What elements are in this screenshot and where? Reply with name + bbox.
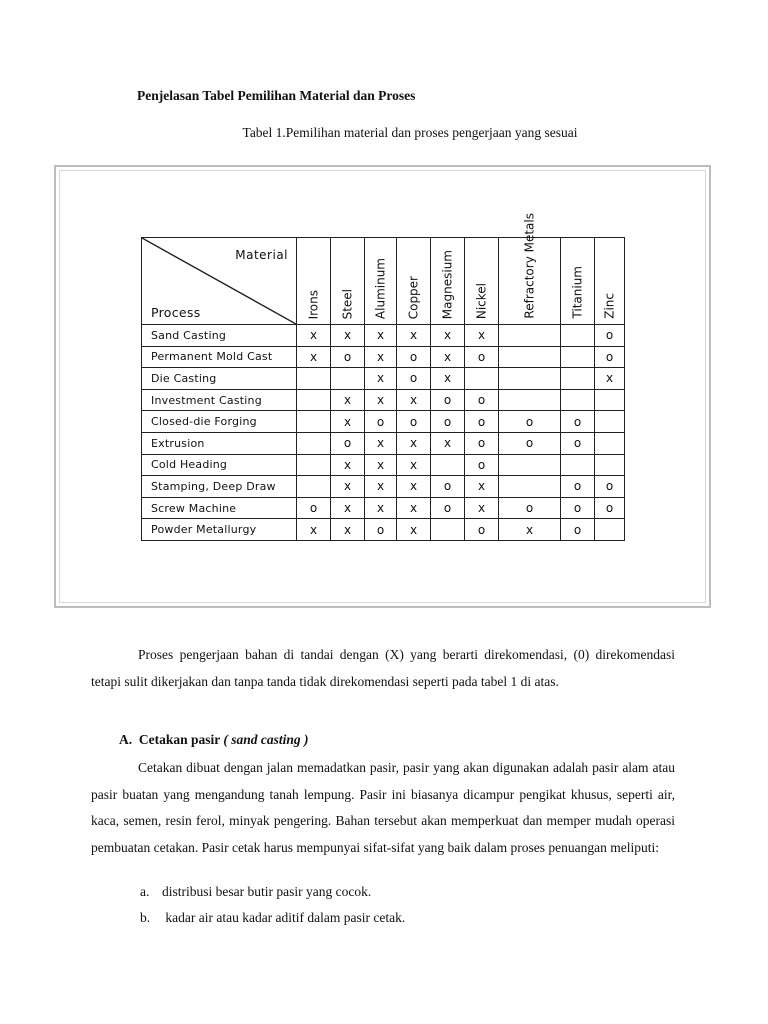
table-cell (595, 519, 625, 541)
table-cell (297, 389, 331, 411)
table-cell (431, 519, 465, 541)
table-cell: o (431, 411, 465, 433)
process-name-cell: Sand Casting (142, 325, 297, 347)
table-cell: x (297, 346, 331, 368)
table-cell (499, 325, 561, 347)
table-cell: x (365, 368, 397, 390)
material-header-label: Refractory Metals (522, 213, 537, 319)
table-cell: x (465, 497, 499, 519)
process-name-cell: Stamping, Deep Draw (142, 476, 297, 498)
material-header-label: Magnesium (440, 249, 455, 319)
table-cell: o (465, 411, 499, 433)
table-cell: o (431, 389, 465, 411)
table-corner-cell (142, 238, 297, 325)
table-cell: o (561, 411, 595, 433)
list-item (140, 884, 371, 900)
table-cell: o (365, 519, 397, 541)
table-cell: x (431, 325, 465, 347)
material-header-cell (365, 238, 397, 325)
table-cell (465, 368, 499, 390)
material-header-cell (465, 238, 499, 325)
table-cell: o (465, 454, 499, 476)
table-cell (561, 389, 595, 411)
table-cell: x (465, 325, 499, 347)
table-cell: o (561, 476, 595, 498)
material-header-label: Titanium (570, 266, 585, 319)
table-cell: o (561, 497, 595, 519)
table-cell: x (397, 476, 431, 498)
table-cell: o (465, 389, 499, 411)
table-cell: o (465, 346, 499, 368)
table-cell: x (397, 454, 431, 476)
table-cell (297, 454, 331, 476)
table-cell (431, 454, 465, 476)
material-axis-label: Material (235, 248, 288, 262)
table-cell (595, 411, 625, 433)
material-header-cell (331, 238, 365, 325)
table-cell: x (331, 389, 365, 411)
table-cell: o (431, 497, 465, 519)
section-a-title: Cetakan pasir (138, 732, 221, 747)
table-cell: x (331, 476, 365, 498)
table-cell: x (397, 497, 431, 519)
table-row (142, 454, 625, 476)
table-cell: x (297, 519, 331, 541)
process-name-cell: Cold Heading (142, 454, 297, 476)
table-cell: x (331, 497, 365, 519)
list-item-text: kadar air atau kadar aditif dalam pasir cetak. (162, 910, 406, 925)
process-name-cell: Screw Machine (142, 497, 297, 519)
table-cell: x (397, 432, 431, 454)
table-cell (499, 476, 561, 498)
sand-casting-paragraph: Cetakan dibuat dengan jalan memadatkan pasir, pasir yang akan digunakan adalah pasir alam atau pasir buatan yang mengandung tanah lempung. Pasir ini biasanya dicampur pengikat khusus, seperti air, kaca, semen, resin ferol, minyak pengering. Bahan tersebut akan memperkuat dan memper mudah operasi pembuatan cetakan. Pasir cetak harus mempunyai sifat-sifat yang baik dalam proses penuangan meliputi: (91, 760, 675, 855)
table-cell: o (397, 368, 431, 390)
material-header-label: Irons (306, 289, 321, 319)
table-cell (499, 454, 561, 476)
table-cell: x (365, 432, 397, 454)
table-cell: x (595, 368, 625, 390)
section-a-title-italic: ( sand casting ) (223, 732, 309, 747)
table-cell: x (331, 519, 365, 541)
table-cell: o (331, 432, 365, 454)
table-row (142, 368, 625, 390)
table-cell (331, 368, 365, 390)
table-cell: o (595, 346, 625, 368)
material-header-label: Steel (340, 288, 355, 319)
material-header-label: Zinc (602, 293, 617, 319)
material-header-cell (595, 238, 625, 325)
table-cell: x (465, 476, 499, 498)
table-cell: x (365, 389, 397, 411)
section-a-heading (119, 732, 309, 748)
process-axis-label: Process (151, 305, 201, 320)
table-cell (561, 368, 595, 390)
list-item-marker: a. (140, 884, 150, 899)
process-name-cell: Closed-die Forging (142, 411, 297, 433)
table-row (142, 476, 625, 498)
process-name-cell: Powder Metallurgy (142, 519, 297, 541)
table-cell: x (397, 519, 431, 541)
table-header-row (142, 238, 625, 325)
table-cell: x (365, 346, 397, 368)
table-cell: x (331, 325, 365, 347)
table-cell (595, 432, 625, 454)
process-name-cell: Investment Casting (142, 389, 297, 411)
table-cell (595, 454, 625, 476)
material-header-cell (499, 213, 561, 325)
table-cell: o (397, 346, 431, 368)
material-header-label: Copper (406, 275, 421, 319)
table-row (142, 497, 625, 519)
list-item-text: distribusi besar butir pasir yang cocok. (162, 884, 372, 899)
material-header-cell (431, 238, 465, 325)
table-cell: o (595, 325, 625, 347)
table-cell: x (331, 411, 365, 433)
material-process-table (141, 213, 625, 541)
table-cell: x (365, 454, 397, 476)
table-cell: x (365, 325, 397, 347)
list-item-marker: b. (140, 910, 151, 925)
table-cell: o (561, 432, 595, 454)
table-cell: x (297, 325, 331, 347)
table-row (142, 389, 625, 411)
table-cell: o (297, 497, 331, 519)
table-cell (499, 346, 561, 368)
material-header-cell (297, 238, 331, 325)
table-cell: o (397, 411, 431, 433)
table-cell (297, 411, 331, 433)
table-cell: x (397, 389, 431, 411)
material-header-cell (561, 238, 595, 325)
table-cell (561, 325, 595, 347)
section-heading: Penjelasan Tabel Pemilihan Material dan Proses (137, 88, 416, 103)
table-cell (297, 368, 331, 390)
material-header-label: Aluminum (373, 257, 388, 319)
table-row (142, 346, 625, 368)
table-cell: o (331, 346, 365, 368)
table-caption: Tabel 1.Pemilihan material dan proses pengerjaan yang sesuai (242, 125, 578, 140)
table-cell: o (431, 476, 465, 498)
table-cell (499, 368, 561, 390)
table-cell (561, 454, 595, 476)
table-cell: x (331, 454, 365, 476)
table-cell (561, 346, 595, 368)
table-row (142, 519, 625, 541)
table-cell: o (499, 411, 561, 433)
table-cell: x (397, 325, 431, 347)
table-cell: x (365, 476, 397, 498)
table-cell (499, 389, 561, 411)
table-row (142, 411, 625, 433)
table-cell (297, 432, 331, 454)
table-cell: o (499, 432, 561, 454)
table-cell: x (499, 519, 561, 541)
table-cell: x (431, 432, 465, 454)
table-cell (297, 476, 331, 498)
table-cell (595, 389, 625, 411)
material-header-cell (397, 238, 431, 325)
table-cell: o (365, 411, 397, 433)
list-item (140, 910, 405, 926)
section-a-marker: A. (119, 732, 133, 747)
table-cell: x (431, 346, 465, 368)
table-cell: o (465, 432, 499, 454)
table-row (142, 432, 625, 454)
legend-paragraph: Proses pengerjaan bahan di tandai dengan (X) yang berarti direkomendasi, (0) direkomendasi tetapi sulit dikerjakan dan tanpa tanda tidak direkomendasi seperti pada tabel 1 di atas. (91, 647, 675, 689)
table-cell: x (365, 497, 397, 519)
material-header-label: Nickel (474, 282, 489, 319)
process-name-cell: Permanent Mold Cast (142, 346, 297, 368)
process-name-cell: Die Casting (142, 368, 297, 390)
table-cell: o (465, 519, 499, 541)
table-cell: o (499, 497, 561, 519)
process-name-cell: Extrusion (142, 432, 297, 454)
table-cell: x (431, 368, 465, 390)
table-row (142, 325, 625, 347)
table-cell: o (595, 476, 625, 498)
table-cell: o (561, 519, 595, 541)
table-cell: o (595, 497, 625, 519)
